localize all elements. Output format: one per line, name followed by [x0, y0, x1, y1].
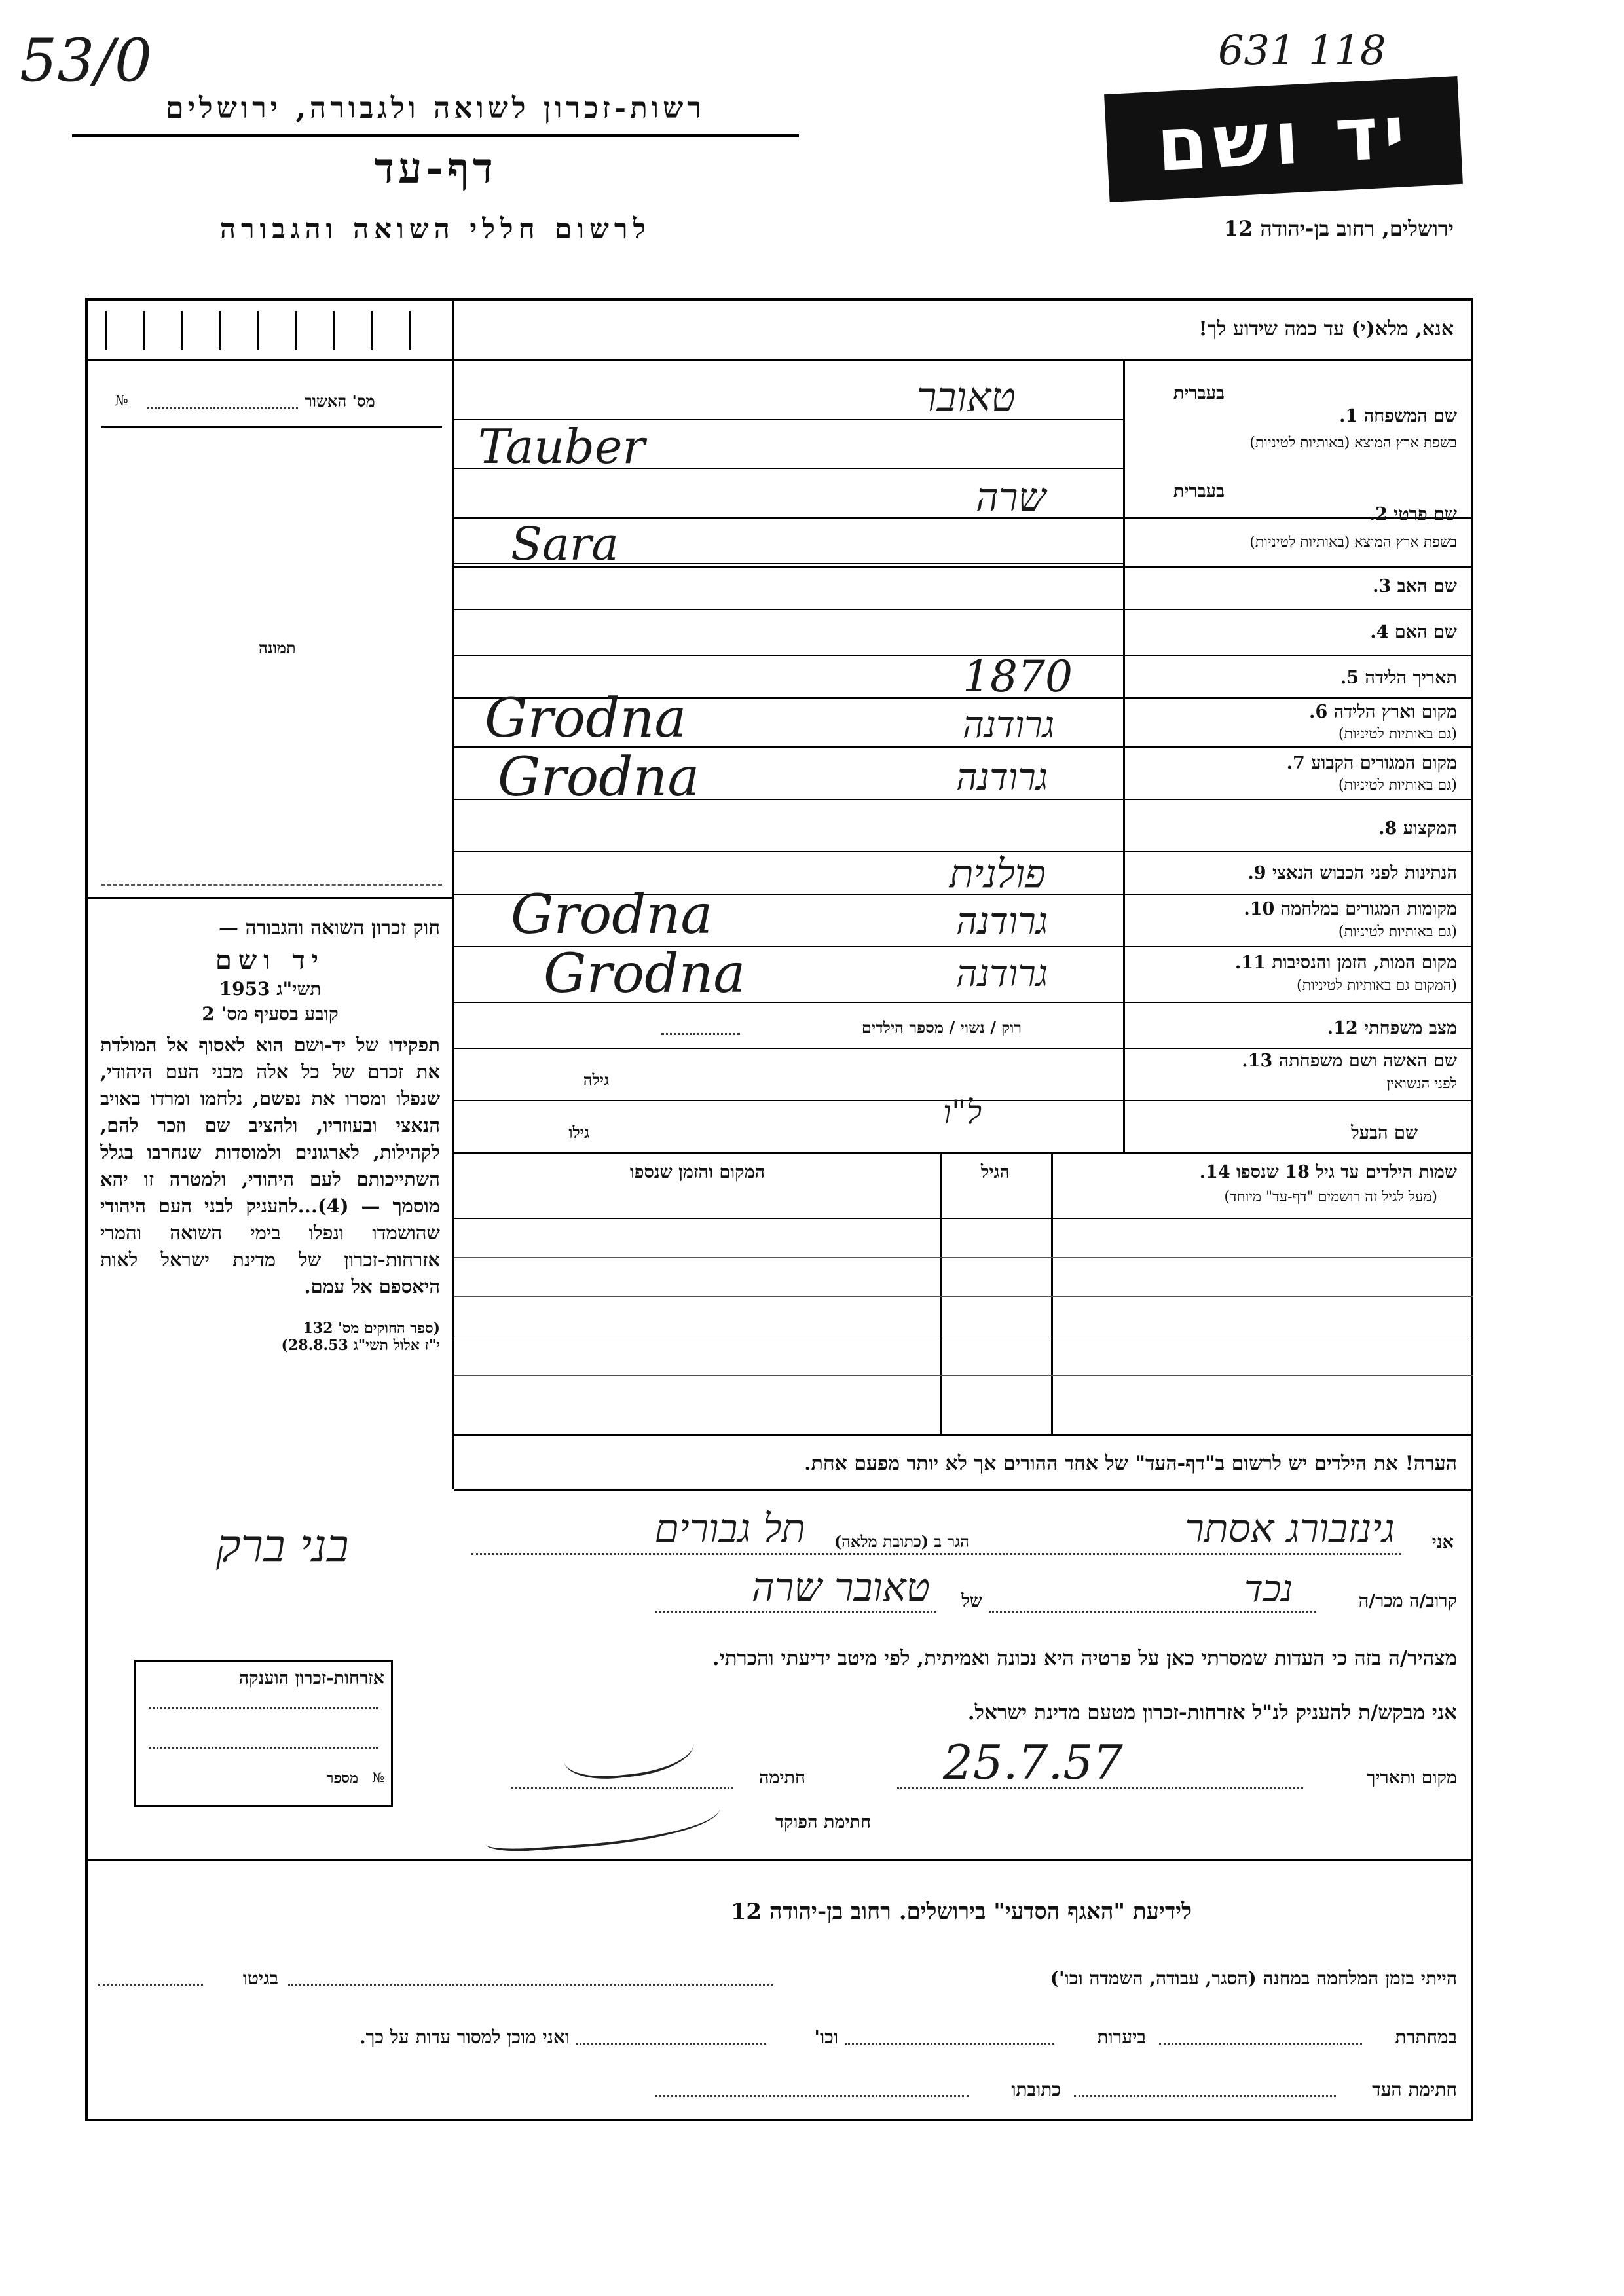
footer-title: לידיעת "האגף הסדעי" בירושלים. רחוב בן-יהודה 12	[730, 1899, 1192, 1925]
declarant-prefix: אני	[1431, 1532, 1454, 1552]
yad-vashem-logo	[1104, 76, 1463, 202]
place-date-value: 25.7.57	[943, 1735, 1123, 1790]
field10-value-he: גרודנה	[956, 900, 1048, 943]
field1-value-latin: Tauber	[478, 419, 645, 474]
footer-line1-b: בגיטו	[242, 1967, 278, 1989]
field11-label: מקום המות, הזמן והנסיבות 11.	[1234, 953, 1457, 973]
citizenship-number-label: מספר	[326, 1770, 358, 1787]
field7-sub: (גם באותיות לטיניות)	[1338, 777, 1457, 793]
declarant-name: גינזבורג אסתר	[1185, 1506, 1395, 1552]
children-label: שמות הילדים עד גיל 18 שנספו 14.	[1199, 1162, 1457, 1182]
footer-line2-b: ביערות	[1097, 2026, 1146, 2048]
citizenship-box	[134, 1660, 393, 1807]
form-title: דף-עד	[374, 144, 497, 193]
field6-label: מקום וארץ הלידה 6.	[1309, 702, 1457, 722]
law-title: חוק זכרון השואה והגבורה —	[219, 917, 440, 939]
field2-in-hebrew: בעברית	[1173, 481, 1225, 501]
declarant-address-label: הגר ב (כתובת מלאה)	[834, 1532, 969, 1551]
of-value: טאובר שרה	[751, 1565, 930, 1611]
field10-sub: (גם באותיות לטיניות)	[1338, 924, 1457, 940]
relation-label: קרוב/ה מכר/ה	[1358, 1591, 1457, 1611]
field13-sub: לפני הנשואין	[1386, 1076, 1457, 1092]
request-text: אני מבקש/ת להעניק לנ"ל אזרחות-זכרון מטעם מדינת ישראל.	[967, 1701, 1457, 1724]
tick-strip	[105, 311, 445, 350]
field1-sub: בשפת ארץ המוצא (באותיות לטיניות)	[1249, 435, 1457, 451]
declaration-text: מצהיר/ה בזה כי העדות שמסרתי כאן על פרטיה היא נכונה ואמיתית, לפי מיטב ידיעתי והכרתי.	[712, 1647, 1457, 1670]
field5-label: תאריך הלידה 5.	[1340, 668, 1457, 688]
relation-value: נכד	[1244, 1568, 1293, 1611]
field8-label: המקצוע 8.	[1378, 818, 1457, 839]
field6-value-latin: Grodna	[485, 687, 687, 750]
footer-line2-c: וכו'	[814, 2026, 838, 2048]
law-text: תפקידו של יד-ושם הוא לאסוף אל המולדת את זכרם של כל אלה מבני העם היהודי, שנפלו ומסרו את נפשם, נלחמו ומרדו באויב הנאצי ובעוזריו, ולהציב שם וזכר להם, לקהילות, לארגונים ולמוסדות שנחרבו בגלל השתייכותם לעם היהודי, ולמטרה זו יהא מוסמך — (4)...להעניק לבני העם היהודי שהושמדו ונפלו בימי השואה והמרי אזרחות-זכרון של מדינת ישראל לאות היאספם אל עמם.	[100, 1034, 440, 1298]
law-box	[88, 910, 452, 1480]
children-col-age: הגיל	[980, 1162, 1010, 1182]
declarant-address: תל גבורים	[654, 1506, 805, 1552]
form-subtitle: לרשום חללי השואה והגבורה	[219, 213, 652, 245]
field10-value-latin: Grodna	[511, 884, 713, 946]
field12-label: מצב משפחתי 12.	[1327, 1018, 1457, 1038]
field11-value-he: גרודנה	[956, 953, 1048, 995]
intro-text: אנא, מלא(י) עד כמה שידוע לך!	[1198, 318, 1454, 340]
citizenship-box-title: אזרחות-זכרון הוענקה	[238, 1668, 384, 1688]
field10-label: מקומות המגורים במלחמה 10.	[1244, 899, 1457, 919]
field2-sub: בשפת ארץ המוצא (באותיות לטיניות)	[1249, 534, 1457, 551]
photo-label: תמונה	[259, 638, 296, 657]
place-date-label: מקום ותאריך	[1367, 1768, 1457, 1788]
field2-label: שם פרטי 2.	[1369, 504, 1457, 524]
top-right-code: 631 118	[1218, 26, 1386, 74]
approval-no-label: מס' האשור	[304, 392, 375, 410]
law-name: יד ושם	[215, 945, 325, 975]
field12-inline: רוק / נשוי / מספר הילדים	[861, 1018, 1022, 1037]
field5-value: 1870	[963, 651, 1073, 702]
law-section: קובע בסעיף מס' 2	[202, 1003, 339, 1025]
field7-label: מקום המגורים הקבוע 7.	[1286, 753, 1457, 773]
of-label: של	[961, 1591, 982, 1611]
husband-label: שם הבעל	[1351, 1123, 1418, 1143]
field13-inline: גילה	[583, 1070, 609, 1089]
field1-label: שם המשפחה 1.	[1339, 406, 1457, 426]
field7-value-he: גרודנה	[956, 756, 1048, 799]
field11-value-latin: Grodna	[544, 943, 746, 1005]
field7-value-latin: Grodna	[498, 746, 700, 809]
footer-line2-d: ואני מוכן למסור עדות על כך.	[359, 2026, 570, 2048]
husband-value: ל"ו	[943, 1093, 982, 1131]
field9-label: הנתינות לפני הכבוש הנאצי 9.	[1247, 863, 1457, 883]
field1-value-he: טאובר	[917, 373, 1016, 421]
field2-value-he: שרה	[976, 475, 1046, 520]
officer-signature-label: חתימת הפוקד	[775, 1812, 871, 1832]
field6-value-he: גרודנה	[963, 704, 1055, 746]
children-col-place: המקום והזמן שנספו	[629, 1162, 766, 1182]
field1-in-hebrew: בעברית	[1173, 383, 1225, 403]
law-date: י"ז אלול תשי"ג 28.8.53)	[281, 1337, 440, 1354]
law-year: תשי"ג 1953	[219, 978, 322, 1000]
logo-text: יד ושם	[1154, 89, 1412, 189]
approval-no-symbol: №	[115, 393, 128, 409]
footer-line3-a: חתימת העד	[1372, 2079, 1457, 2100]
header-address: ירושלים, רחוב בן-יהודה 12	[1223, 216, 1454, 241]
law-ref: (ספר החוקים מס' 132	[303, 1320, 440, 1337]
field6-sub: (גם באותיות לטיניות)	[1338, 726, 1457, 742]
citizenship-number-symbol: №	[372, 1770, 384, 1785]
footer-line1-a: הייתי בזמן המלחמה במחנה (הסגר, עבודה, השמדה וכו')	[1050, 1967, 1457, 1989]
field11-sub: (המקום גם באותיות לטיניות)	[1297, 977, 1457, 994]
field4-label: שם האם 4.	[1370, 622, 1457, 642]
field3-label: שם האב 3.	[1373, 576, 1457, 596]
husband-inline: גילו	[568, 1123, 589, 1142]
authority-line: רשות-זכרון לשואה ולגבורה, ירושלים	[166, 92, 705, 125]
declarant-side-note: בני ברק	[216, 1519, 349, 1573]
footer-line2-a: במחתרת	[1395, 2026, 1457, 2048]
top-left-code: 53/0	[20, 26, 153, 95]
field13-label: שם האשה ושם משפחתה 13.	[1242, 1051, 1457, 1071]
footer-line3-b: כתובתו	[1011, 2079, 1061, 2100]
children-sub: (מעל לגיל זה רושמים "דף-עד" מיוחד)	[1224, 1189, 1437, 1205]
field2-value-latin: Sara	[511, 517, 619, 571]
note-text: הערה! את הילדים יש לרשום ב"דף-העד" של אחד ההורים אך לא יותר מפעם אחת.	[804, 1452, 1457, 1475]
signature-label: חתימה	[758, 1768, 805, 1788]
field9-value: פולנית	[950, 851, 1046, 897]
